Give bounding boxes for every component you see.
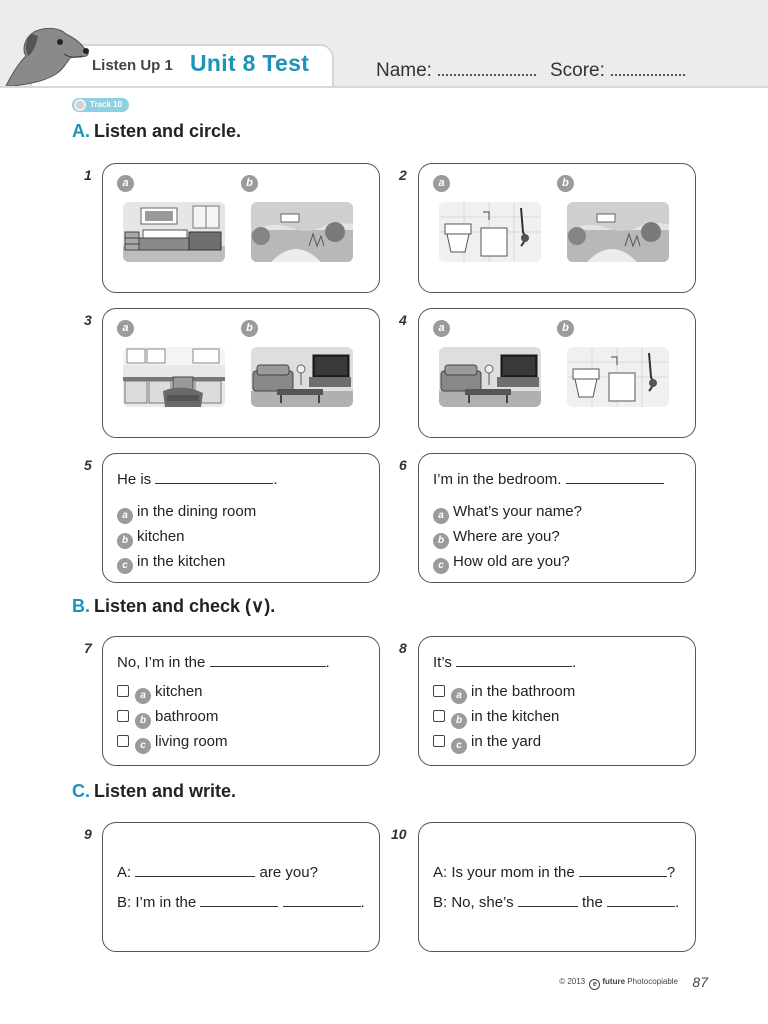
dialogue-line-a: A: are you? [117,864,318,881]
choice-a[interactable]: a in the dining room [117,502,256,522]
track-badge [72,98,129,112]
question-number: 2 [399,167,407,183]
choice-a[interactable]: a kitchen [117,682,203,702]
name-field[interactable] [438,62,536,76]
section-title: Listen and circle. [94,121,242,141]
question-5-box [102,453,380,583]
kitchen-picture[interactable] [123,347,225,407]
option-b-badge[interactable]: b [557,175,574,192]
choice-a[interactable]: a in the bathroom [433,682,575,702]
living-room-picture[interactable] [251,347,353,407]
question-number: 5 [84,457,92,473]
name-label: Name: [376,60,432,81]
checkbox[interactable] [117,735,129,747]
option-a-badge[interactable]: a [433,320,450,337]
yard-picture[interactable] [567,202,669,262]
answer-blank[interactable] [456,653,572,667]
section-letter: B. [72,596,90,616]
section-letter: A. [72,121,90,141]
question-number: 8 [399,640,407,656]
answer-blank[interactable] [607,893,675,907]
checkbox[interactable] [433,685,445,697]
section-letter: C. [72,781,90,801]
footer-copyright: © 2013 e future Photocopiable [559,977,678,988]
choice-c[interactable]: c How old are you? [433,552,570,572]
answer-blank[interactable] [155,470,273,484]
question-3-box [102,308,380,438]
section-title: Listen and check (∨). [94,596,276,616]
choice-b[interactable]: b Where are you? [433,527,560,547]
dialogue-line-a: A: Is your mom in the ? [433,864,676,881]
section-title: Listen and write. [94,781,237,801]
choice-b[interactable]: b kitchen [117,527,185,547]
answer-blank[interactable] [566,470,664,484]
answer-blank[interactable] [200,893,278,907]
question-number: 3 [84,312,92,328]
dialogue-line-b: B: I’m in the . [117,894,365,911]
question-prompt: No, I’m in the . [117,654,330,671]
choice-a[interactable]: a What’s your name? [433,502,582,522]
bathroom-picture[interactable] [567,347,669,407]
question-number: 4 [399,312,407,328]
answer-blank[interactable] [210,653,326,667]
question-prompt: He is . [117,471,278,488]
option-b-badge[interactable]: b [241,175,258,192]
question-number: 6 [399,457,407,473]
page-number: 87 [692,974,708,990]
score-label: Score: [549,60,605,81]
option-a-badge[interactable]: a [117,175,134,192]
future-logo-icon: e [589,979,600,990]
question-7-box [102,636,380,766]
page-title: Unit 8 Test [190,50,310,76]
section-c-heading [72,781,236,802]
question-6-box [418,453,696,583]
question-prompt: It’s . [433,654,577,671]
choice-c[interactable]: c in the yard [433,732,541,752]
option-b-badge[interactable]: b [557,320,574,337]
living-room-picture[interactable] [439,347,541,407]
question-8-box [418,636,696,766]
bedroom-picture[interactable] [123,202,225,262]
yard-picture[interactable] [251,202,353,262]
choice-c[interactable]: c in the kitchen [117,552,225,572]
question-number: 10 [391,826,407,842]
answer-blank[interactable] [518,893,578,907]
question-4-box [418,308,696,438]
score-field[interactable] [611,62,685,76]
question-number: 1 [84,167,92,183]
cd-icon [74,99,86,111]
option-a-badge[interactable]: a [433,175,450,192]
question-10-box [418,822,696,952]
choice-b[interactable]: b bathroom [117,707,218,727]
series-label: Listen Up 1 [92,57,173,74]
answer-blank[interactable] [579,863,667,877]
option-b-badge[interactable]: b [241,320,258,337]
answer-blank[interactable] [135,863,255,877]
option-a-badge[interactable]: a [117,320,134,337]
question-number: 7 [84,640,92,656]
question-9-box [102,822,380,952]
section-b-heading [72,596,275,617]
checkbox[interactable] [433,735,445,747]
question-1-box [102,163,380,293]
bathroom-picture[interactable] [439,202,541,262]
checkbox[interactable] [433,710,445,722]
choice-b[interactable]: b in the kitchen [433,707,559,727]
answer-blank[interactable] [283,893,361,907]
name-score-fields [376,60,685,82]
question-2-box [418,163,696,293]
track-label: Track 10 [90,100,123,109]
dialogue-line-b: B: No, she’s the . [433,894,680,911]
dog-mascot-icon [4,24,96,86]
question-prompt: I’m in the bedroom. [433,470,664,488]
checkbox[interactable] [117,710,129,722]
question-number: 9 [84,826,92,842]
choice-c[interactable]: c living room [117,732,228,752]
section-a-heading [72,121,241,142]
checkbox[interactable] [117,685,129,697]
